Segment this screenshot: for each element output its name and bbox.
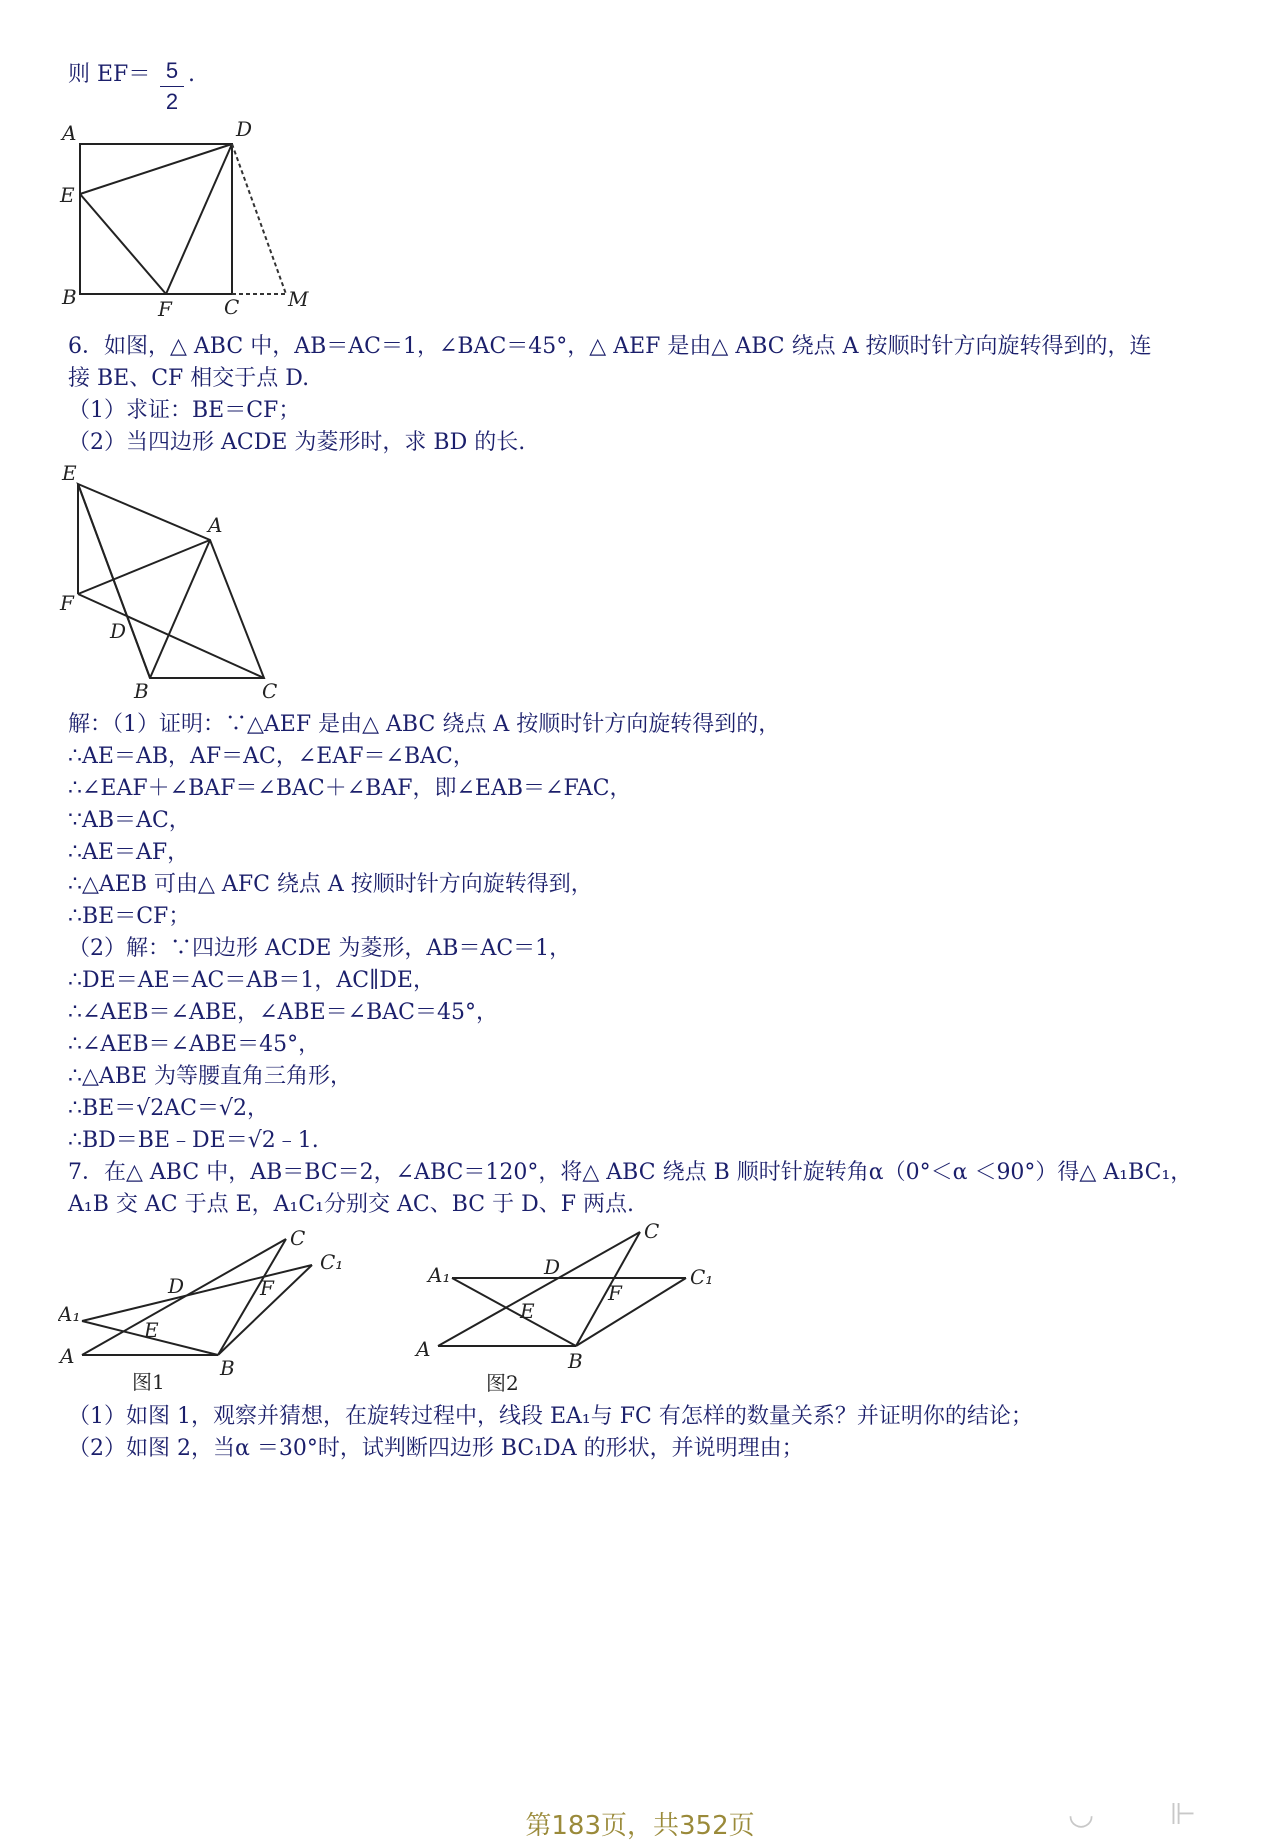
label-E: E: [144, 1318, 159, 1342]
solution-line-4: ∵AB＝AC，: [68, 808, 191, 833]
ef-fraction: 5 2: [160, 58, 184, 115]
problem6-line-2: 接 BE、CF 相交于点 D.: [68, 366, 310, 391]
label-B: B: [568, 1349, 583, 1373]
label-D: D: [110, 619, 127, 643]
figure-1: [58, 1225, 378, 1399]
label-C1: C₁: [690, 1265, 714, 1289]
problem6-line-4: （2）当四边形 ACDE 为菱形时，求 BD 的长.: [68, 430, 526, 455]
page-footer: 第183页，共352页: [525, 1811, 755, 1841]
rotation-figure: [58, 460, 298, 709]
solution-line-12: ∴△ABE 为等腰直角三角形，: [68, 1064, 353, 1089]
label-C1: C₁: [320, 1250, 344, 1274]
label-F: F: [608, 1281, 622, 1305]
figure-2: [412, 1218, 732, 1402]
solution-line-8: （2）解：∵四边形 ACDE 为菱形，AB＝AC＝1，: [68, 936, 572, 961]
label-A: A: [62, 121, 77, 145]
problem7-line-2: A₁B 交 AC 于点 E，A₁C₁分别交 AC、BC 于 D、F 两点.: [68, 1192, 634, 1217]
problem6-line-3: （1）求证：BE＝CF；: [68, 398, 301, 423]
label-C: C: [290, 1226, 306, 1250]
solution-line-5: ∴AE＝AF，: [68, 840, 190, 865]
label-E: E: [60, 183, 75, 207]
label-F: F: [260, 1276, 274, 1300]
label-A: A: [208, 513, 223, 537]
label-B: B: [134, 679, 149, 703]
problem7-question-2: （2）如图 2，当α ＝30°时，试判断四边形 BC₁DA 的形状，并说明理由；: [68, 1436, 804, 1461]
solution-line-9: ∴DE＝AE＝AC＝AB＝1，AC∥DE，: [68, 968, 435, 993]
label-A: A: [60, 1344, 75, 1368]
label-C: C: [262, 679, 278, 703]
problem6-line-1: 6．如图，△ ABC 中，AB＝AC＝1，∠BAC＝45°，△ AEF 是由△ ABC 绕点 A 按顺时针方向旋转得到的，连: [68, 334, 1152, 359]
decorative-icon: ◡: [1068, 1797, 1095, 1832]
ef-period: .: [188, 62, 195, 87]
solution-line-1: 解：（1）证明：∵△AEF 是由△ ABC 绕点 A 按顺时针方向旋转得到的，: [68, 712, 781, 737]
label-D: D: [168, 1274, 185, 1298]
label-A1: A₁: [58, 1302, 81, 1326]
ef-result-text: 则 EF＝: [68, 62, 151, 87]
solution-line-13: ∴BE＝√2AC＝√2，: [68, 1096, 269, 1121]
label-F: F: [158, 297, 172, 318]
label-C: C: [224, 295, 240, 318]
label-A1: A₁: [428, 1263, 451, 1287]
solution-line-7: ∴BE＝CF；: [68, 904, 191, 929]
solution-line-2: ∴AE＝AB，AF＝AC，∠EAF＝∠BAC，: [68, 744, 475, 769]
problem7-question-1: （1）如图 1，观察并猜想，在旋转过程中，线段 EA₁与 FC 有怎样的数量关系？并证明你的结论；: [68, 1404, 1033, 1429]
label-E: E: [62, 461, 77, 485]
solution-line-6: ∴△AEB 可由△ AFC 绕点 A 按顺时针方向旋转得到，: [68, 872, 593, 897]
label-M: M: [288, 287, 309, 311]
problem7-line-1: 7．在△ ABC 中，AB＝BC＝2，∠ABC＝120°，将△ ABC 绕点 B 顺时针旋转角α（0°＜α ＜90°）得△ A₁BC₁，: [68, 1160, 1193, 1185]
figure-1-caption: 图1: [132, 1370, 165, 1394]
solution-line-14: ∴BD＝BE﹣DE＝√2﹣1.: [68, 1128, 319, 1153]
decorative-icon: ⊩: [1170, 1797, 1197, 1832]
label-C: C: [644, 1219, 660, 1243]
label-E: E: [520, 1299, 535, 1323]
label-D: D: [544, 1255, 561, 1279]
label-A: A: [416, 1337, 431, 1361]
solution-line-11: ∴∠AEB＝∠ABE＝45°，: [68, 1032, 321, 1057]
label-B: B: [220, 1356, 235, 1380]
solution-line-3: ∴∠EAF＋∠BAF＝∠BAC＋∠BAF，即∠EAB＝∠FAC，: [68, 776, 632, 801]
square-figure: [58, 118, 318, 322]
label-F: F: [60, 591, 74, 615]
figure-2-caption: 图2: [486, 1371, 519, 1395]
label-D: D: [236, 118, 253, 141]
solution-line-10: ∴∠AEB＝∠ABE，∠ABE＝∠BAC＝45°，: [68, 1000, 498, 1025]
label-B: B: [62, 285, 77, 309]
